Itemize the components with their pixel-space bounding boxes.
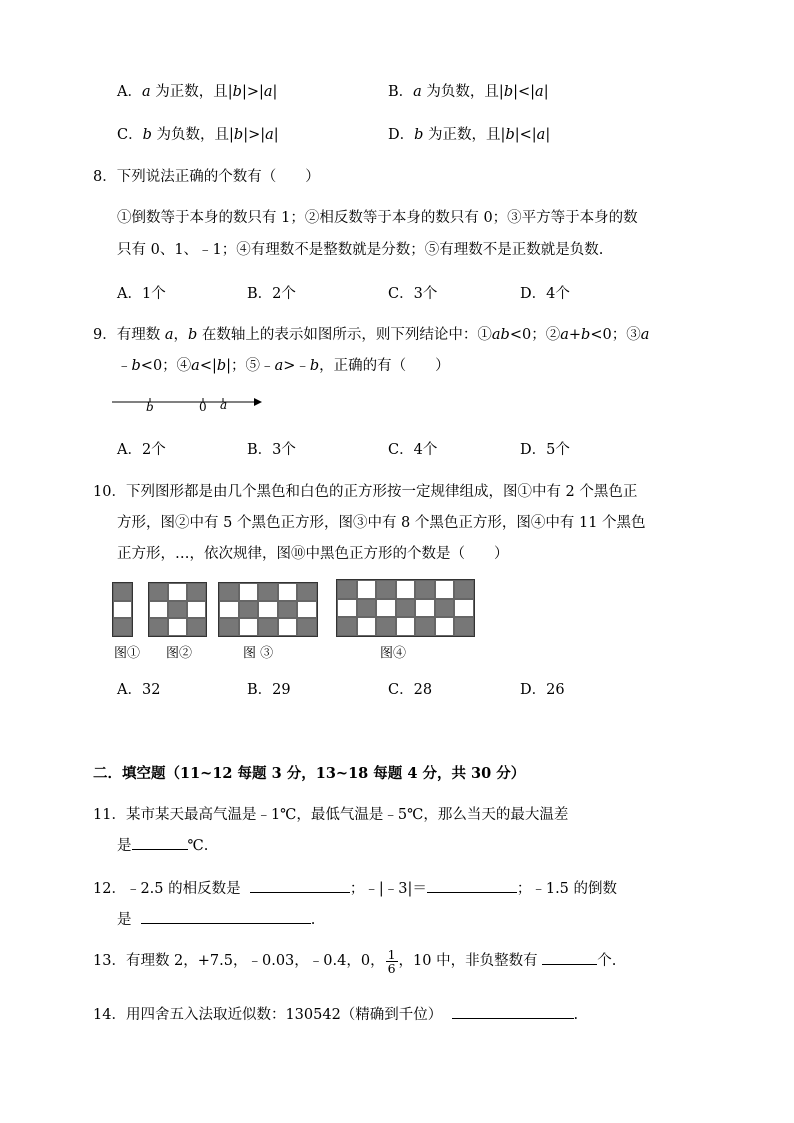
q9-option-c: C．4个 [388,442,438,458]
q10-fig-label-2: 图② [166,646,193,661]
q9-option-a: A．2个 [117,442,166,458]
q10-fig-label-4: 图④ [380,646,407,661]
q7-option-c: C．b 为负数，且|b|>|a| [117,127,279,143]
q8-option-c: C．3个 [388,286,438,302]
q10-stem-line2: 方形，图②中有 5 个黑色正方形，图③中有 8 个黑色正方形，图④中有 11 个黑色 [117,515,646,531]
q14-line: 14．用四舍五入法取近似数：130542（精确到千位） . [93,1003,578,1024]
q12-line2: 是 . [117,908,315,929]
q8-statement-line1: ①倒数等于本身的数只有 1；②相反数等于本身的数只有 0；③平方等于本身的数 [117,210,638,226]
q10-fig-label-1: 图① [114,646,141,661]
q10-option-b: B．29 [247,682,291,698]
section-2-title: 二．填空题（11~12 每题 3 分，13~18 每题 4 分，共 30 分） [93,765,526,782]
q12-answer-blank-2[interactable] [427,878,517,893]
q9-number-line [110,390,270,420]
q8-option-a: A．1个 [117,286,166,302]
q9-option-d: D．5个 [520,442,570,458]
q8-statement-line2: 只有 0、1、﹣1；④有理数不是整数就是分数；⑤有理数不是正数就是负数. [117,242,604,258]
q10-stem-line1: 10．下列图形都是由几个黑色和白色的正方形按一定规律组成，图①中有 2 个黑色正 [93,484,638,500]
q13-answer-blank[interactable] [542,950,597,965]
q10-figure-2 [148,582,207,637]
q10-figure-1 [112,582,133,637]
q7-option-b: B．a 为负数，且|b|<|a| [388,84,549,100]
q8-stem: 8．下列说法正确的个数有（ ） [93,169,320,185]
q8-option-b: B．2个 [247,286,296,302]
axis-label-zero: 0 [199,400,207,414]
q12-answer-blank-1[interactable] [250,878,350,893]
q10-stem-line3: 正方形，…，依次规律，图⑩中黑色正方形的个数是（ ） [117,546,509,562]
q10-fig-label-3: 图 ③ [243,646,274,661]
q9-stem-line2: ﹣b<0；④a<|b|；⑤﹣a>﹣b，正确的有（ ） [117,358,450,374]
axis-label-b: b [146,400,154,414]
q7-option-d: D．b 为正数，且|b|<|a| [388,127,551,143]
q7-option-a: A．a 为正数，且|b|>|a| [117,84,278,100]
q11-line1: 11．某市某天最高气温是﹣1℃，最低气温是﹣5℃，那么当天的最大温差 [93,807,569,823]
q10-option-a: A．32 [117,682,161,698]
q11-line2: 是 ℃. [117,834,208,855]
q9-stem-line1: 9．有理数 a，b 在数轴上的表示如图所示，则下列结论中：①ab<0；②a+b<0；③a [93,327,650,343]
q10-option-c: C．28 [388,682,433,698]
q9-option-b: B．3个 [247,442,296,458]
q12-line1: 12．﹣2.5 的相反数是 ；﹣|﹣3|＝ ；﹣1.5 的倒数 [93,877,617,898]
q12-answer-blank-3[interactable] [141,909,311,924]
q8-option-d: D．4个 [520,286,570,302]
q11-answer-blank[interactable] [132,835,188,850]
q10-figure-3 [218,582,318,637]
q10-option-d: D．26 [520,682,565,698]
axis-label-a: a [220,398,228,412]
q14-answer-blank[interactable] [452,1004,574,1019]
q10-figure-4 [336,579,475,637]
q13-fraction: $\frac{1}{6}$ [387,946,396,976]
q13-line: 13．有理数 2，+7.5，﹣0.03，﹣0.4，0， $\frac{1}{6}$ ，10 中，非负整数有 个. [93,946,617,976]
